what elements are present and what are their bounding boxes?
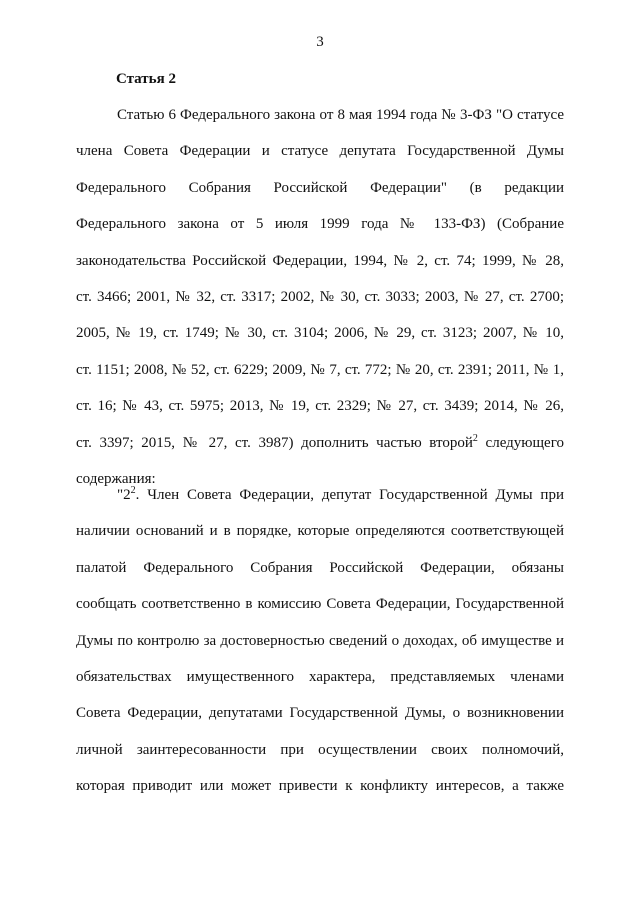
- paragraph-1-line: Федерального закона от 5 июля 1999 года № 133-ФЗ) (Собрание: [76, 216, 564, 233]
- paragraph-1-line: Статью 6 Федерального закона от 8 мая 1994 года № 3-ФЗ "О статусе: [117, 107, 564, 123]
- paragraph-1: [76, 97, 564, 497]
- paragraph-2-line: которая приводит или может привести к конфликту интересов, а также: [76, 778, 564, 795]
- paragraph-2-line: палатой Федерального Собрания Российской Федерации, обязаны: [76, 559, 564, 576]
- article-heading: Статья 2: [116, 71, 176, 87]
- superscript: 2: [472, 432, 478, 444]
- paragraph-1-line: 2005, № 19, ст. 1749; № 30, ст. 3104; 2006, № 29, ст. 3123; 2007, № 10,: [76, 325, 564, 342]
- paragraph-2-line: Совета Федерации, депутатами Государственной Думы, о возникновении: [76, 705, 564, 722]
- paragraph-1-line: ст. 3397; 2015, № 27, ст. 3987) дополнить частью второй$^2$ следующего: [76, 432, 564, 451]
- paragraph-1-line: содержания:: [76, 471, 156, 488]
- paragraph-1-line: ст. 1151; 2008, № 52, ст. 6229; 2009, № 7, ст. 772; № 20, ст. 2391; 2011, № 1,: [76, 361, 564, 378]
- paragraph-2: [76, 477, 564, 805]
- paragraph-2-line: Думы по контролю за достоверностью сведений о доходах, об имуществе и: [76, 632, 564, 649]
- paragraph-1-line: законодательства Российской Федерации, 1994, № 2, ст. 74; 1999, № 28,: [76, 252, 564, 269]
- paragraph-1-line: ст. 3466; 2001, № 32, ст. 3317; 2002, № 30, ст. 3033; 2003, № 27, ст. 2700;: [76, 289, 564, 306]
- paragraph-2-line: наличии оснований и в порядке, которые определяются соответствующей: [76, 523, 564, 540]
- paragraph-1-line: ст. 16; № 43, ст. 5975; 2013, № 19, ст. 2329; № 27, ст. 3439; 2014, № 26,: [76, 398, 564, 415]
- page-number: 3: [316, 34, 324, 50]
- paragraph-1-line: члена Совета Федерации и статусе депутата Государственной Думы: [76, 143, 564, 160]
- paragraph-2-line: обязательствах имущественного характера, представляемых членами: [76, 669, 564, 686]
- superscript: 2: [130, 485, 136, 496]
- paragraph-2-line: "$2^2$. Член Совета Федерации, депутат Государственной Думы при: [117, 485, 564, 503]
- paragraph-2-line: личной заинтересованности при осуществлении своих полномочий,: [76, 741, 564, 758]
- paragraph-1-line: Федерального Собрания Российской Федерации" (в редакции: [76, 179, 564, 196]
- paragraph-2-line: сообщать соответственно в комиссию Совета Федерации, Государственной: [76, 596, 564, 613]
